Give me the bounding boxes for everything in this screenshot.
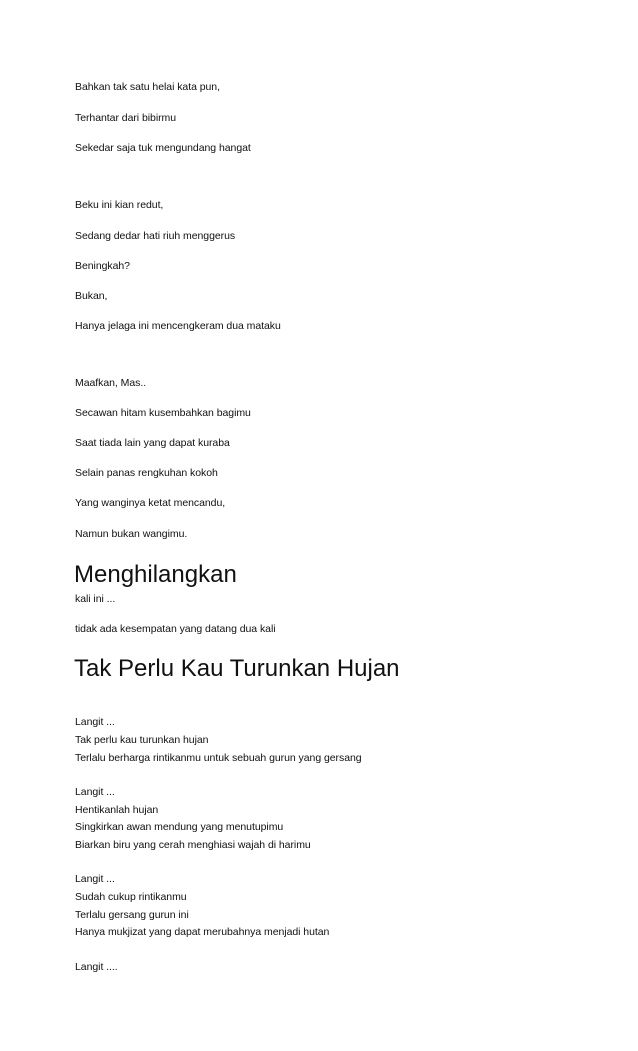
poem-line: Sudah cukup rintikanmu (75, 891, 187, 903)
poem-line: tidak ada kesempatan yang datang dua kali (75, 623, 276, 635)
poem-line: Terlalu berharga rintikanmu untuk sebuah gurun yang gersang (75, 752, 362, 764)
poem-line: Langit ... (75, 716, 115, 728)
poem-line: Terhantar dari bibirmu (75, 112, 177, 124)
poem-line: Hanya mukjizat yang dapat merubahnya menjadi hutan (75, 926, 330, 938)
poem-line: Secawan hitam kusembahkan bagimu (75, 407, 251, 419)
poem-title: Tak Perlu Kau Turunkan Hujan (74, 655, 400, 682)
poem-line: Tak perlu kau turunkan hujan (75, 734, 209, 746)
poem-line: Beningkah? (75, 260, 130, 272)
poem-line: Sedang dedar hati riuh menggerus (75, 230, 236, 242)
poem-line: Terlalu gersang gurun ini (75, 909, 189, 921)
poem-line: Singkirkan awan mendung yang menutupimu (75, 821, 284, 833)
poem-line: Hentikanlah hujan (75, 804, 159, 816)
poem-line: Bahkan tak satu helai kata pun, (75, 81, 220, 93)
poem-line: Sekedar saja tuk mengundang hangat (75, 142, 251, 154)
poem-line: Biarkan biru yang cerah menghiasi wajah di harimu (75, 839, 311, 851)
poem-line: kali ini ... (75, 593, 116, 605)
poem-line: Yang wanginya ketat mencandu, (75, 497, 226, 509)
poem-line: Beku ini kian redut, (75, 199, 164, 211)
poem-line: Langit .... (75, 961, 118, 973)
poem-line: Bukan, (75, 290, 108, 302)
poem-line: Saat tiada lain yang dapat kuraba (75, 437, 230, 449)
poem-line: Langit ... (75, 786, 115, 798)
poem-line: Hanya jelaga ini mencengkeram dua mataku (75, 320, 281, 332)
poem-line: Maafkan, Mas.. (75, 377, 147, 389)
poem-line: Namun bukan wangimu. (75, 528, 188, 540)
poem-title: Menghilangkan (74, 561, 237, 588)
poem-line: Selain panas rengkuhan kokoh (75, 467, 218, 479)
poem-line: Langit ... (75, 873, 115, 885)
